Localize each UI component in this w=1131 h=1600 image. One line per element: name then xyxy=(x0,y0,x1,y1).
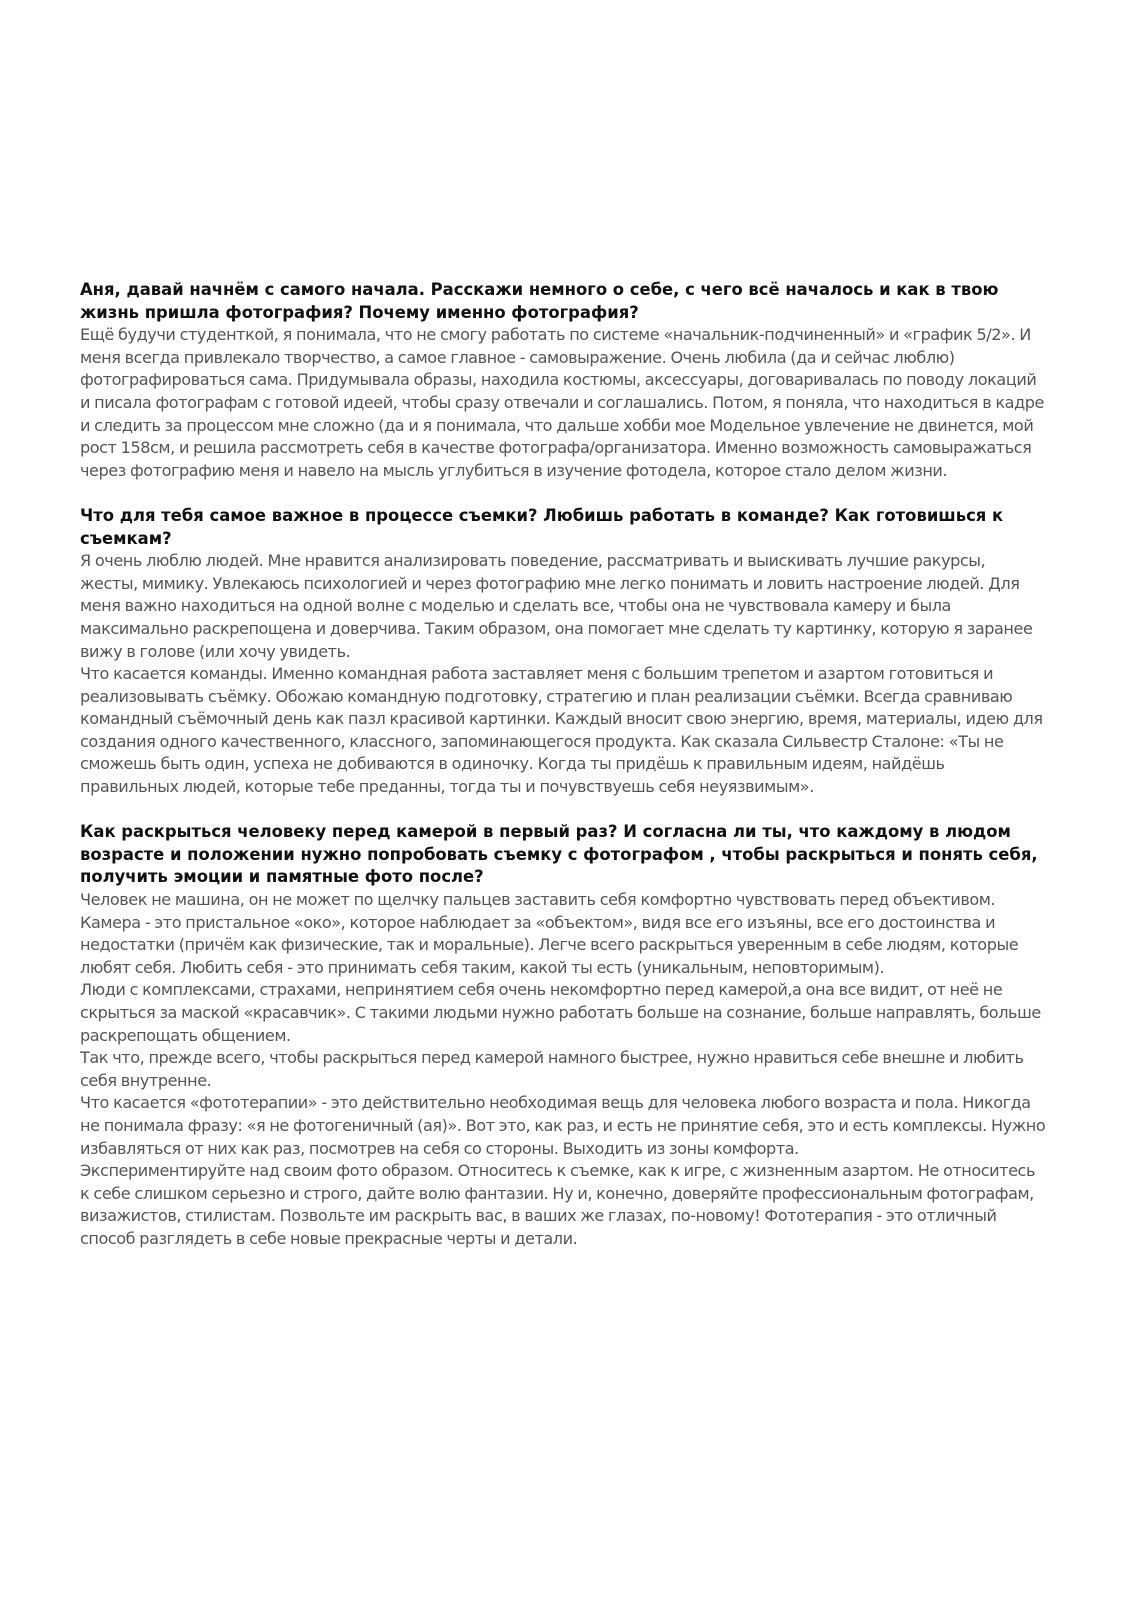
question-heading: Как раскрыться человеку перед камерой в первый раз? И согласна ли ты, что каждому в людом возрасте и положении нужно попробовать съемку с фотографом , чтобы раскрыться и понять себя, получить эмоции и памятные фото после? xyxy=(80,822,1038,887)
qa-section-1 xyxy=(80,279,1046,482)
question-heading: Аня, давай начнём с самого начала. Расскажи немного о себе, с чего всё началось и как в твою жизнь пришла фотография? Почему именно фотография? xyxy=(80,280,999,322)
answer-paragraph: Что касается «фототерапии» - это действительно необходимая вещь для человека любого возраста и пола. Никогда не понимала фразу: «я не фотогеничный (ая)». Вот это, как раз, и есть не принятие себя, это и есть комплексы. Нужно избавляться от них как раз, посмотрев на себя со стороны. Выходить из зоны комфорта. xyxy=(80,1093,1046,1158)
answer-paragraph: Я очень люблю людей. Мне нравится анализировать поведение, рассматривать и выискивать лучшие ракурсы, жесты, мимику. Увлекаюсь психологией и через фотографию мне легко понимать и ловить настроение людей. Для меня важно находиться на одной волне с моделью и сделать все, чтобы она не чувствовала камеру и была максимально раскрепощена и доверчива. Таким образом, она помогает мне сделать ту картинку, которую я заранее вижу в голове (или хочу увидеть. xyxy=(80,551,1033,661)
interview-body xyxy=(80,279,1046,1251)
qa-section-2 xyxy=(80,505,1046,799)
answer-paragraph: Люди с комплексами, страхами, непринятием себя очень некомфортно перед камерой,а она все видит, от неё не скрыться за маской «красавчик». С такими людьми нужно работать больше на сознание, больше направлять, больше раскрепощать общением. xyxy=(80,980,1041,1045)
qa-section-3 xyxy=(80,821,1046,1250)
answer-paragraph: Экспериментируйте над своим фото образом. Относитесь к съемке, как к игре, с жизненным азартом. Не относитесь к себе слишком серьезно и строго, дайте волю фантазии. Ну и, конечно, доверяйте профессиональным фотографам, визажистов, стилистам. Позвольте им раскрыть вас, в ваших же глазах, по-новому! Фототерапия - это отличный способ разглядеть в себе новые прекрасные черты и детали. xyxy=(80,1161,1035,1248)
answer-paragraph: Ещё будучи студенткой, я понимала, что не смогу работать по системе «начальник-подчиненный» и «график 5/2». И меня всегда привлекало творчество, а самое главное - самовыражение. Очень любила (да и сейчас люблю) фотографироваться сама. Придумывала образы, находила костюмы, аксессуары, договаривалась по поводу локаций и писала фотографам с готовой идеей, чтобы сразу отвечали и соглашались. Потом, я поняла, что находиться в кадре и следить за процессом мне сложно (да и я понимала, что дальше хобби мое Модельное увлечение не двинется, мой рост 158см, и решила рассмотреть себя в качестве фотографа/организатора. Именно возможность самовыражаться через фотографию меня и навело на мысль углубиться в изучение фотодела, которое стало делом жизни. xyxy=(80,325,1044,480)
answer-paragraph: Так что, прежде всего, чтобы раскрыться перед камерой намного быстрее, нужно нравиться себе внешне и любить себя внутренне. xyxy=(80,1048,1024,1090)
answer-paragraph: Что касается команды. Именно командная работа заставляет меня с большим трепетом и азартом готовиться и реализовывать съёмку. Обожаю командную подготовку, стратегию и план реализации съёмки. Всегда сравниваю командный съёмочный день как пазл красивой картинки. Каждый вносит свою энергию, время, материалы, идею для создания одного качественного, классного, запоминающегося продукта. Как сказала Сильвестр Сталоне: «Ты не сможешь быть один, успеха не добиваются в одиночку. Когда ты придёшь к правильным идеям, найдёшь правильных людей, которые тебе преданны, тогда ты и почувствуешь себя неуязвимым». xyxy=(80,664,1043,797)
question-heading: Что для тебя самое важное в процессе съемки? Любишь работать в команде? Как готовишься к съемкам? xyxy=(80,505,1004,548)
answer-paragraph: Человек не машина, он не может по щелчку пальцев заставить себя комфортно чувствовать перед объективом. Камера - это пристальное «око», которое наблюдает за «объектом», видя все его изъяны, все его достоинства и недостатки (причём как физические, так и моральные). Легче всего раскрыться уверенным в себе людям, которые любят себя. Любить себя - это принимать себя таким, какой ты есть (уникальным, неповторимым). xyxy=(80,890,1019,977)
